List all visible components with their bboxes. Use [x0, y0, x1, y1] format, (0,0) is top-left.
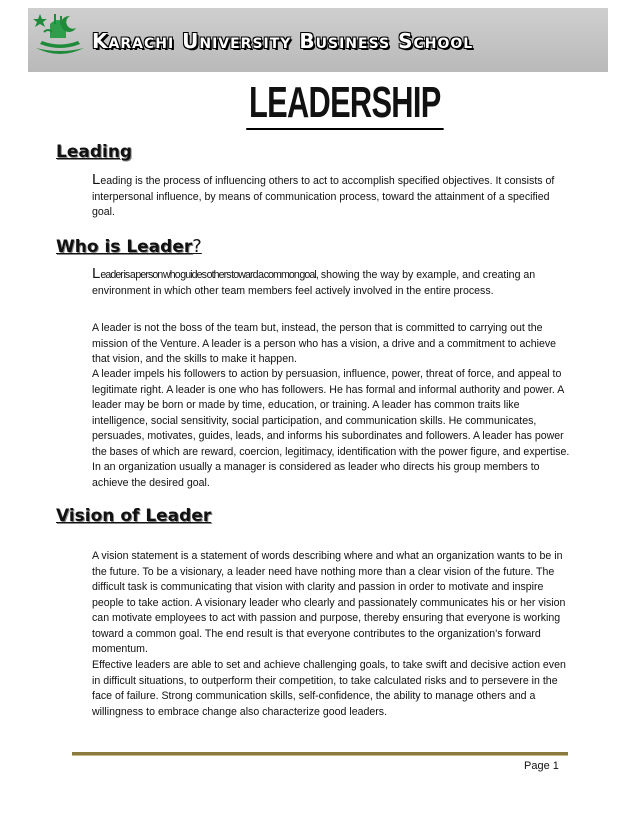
paragraph-who-is-leader-3: A leader impels his followers to action by persuasion, influence, power, threat of force, and appeal to legitimate right. A leader is one who has followers. He has formal and informal authority and power. A leader may be born or made by time, education, or training. A leader has common traits like intelligence, social sensitivity, social participation, and communication skills. He communicates, persuades, motivates, guides, leads, and informs his subordinates and followers. A leader has power the bases of which are reward, coercion, legitimacy, identification with the power figure, and expertise. In an organization usually a manager is considered as leader who directs his group members to achieve the desired goal. [92, 368, 570, 489]
university-crest-icon [30, 8, 90, 58]
section-heading-who-is-leader [56, 236, 202, 258]
page-number: Page 1 [524, 760, 559, 772]
paragraph-who-is-leader-2: A leader is not the boss of the team but, instead, the person that is committed to carrying out the mission of the Venture. A leader is a person who has a vision, a drive and a commitment to achieve that vision, and the skills to make it happen. [92, 322, 557, 365]
page-title [0, 78, 638, 130]
paragraph-who-is-leader-1-text: showing the way by example, and creating an environment in which other team members feel actively involved in the entire process. [92, 269, 536, 297]
section-heading-leading: Leading [56, 142, 133, 162]
paragraph-leading [92, 172, 570, 221]
school-name: Karachi University Business School [92, 29, 474, 53]
condensed-text: eader is a person who guides others toward a common goal, [100, 269, 318, 281]
section-heading-vision: Vision of Leader [56, 506, 212, 526]
paragraph-vision-2: Effective leaders are able to set and achieve challenging goals, to take swift and decisive action even in difficult situations, to outperform their competition, to take calculated risks and to persevere in the face of failure. Strong communication skills, self-confidence, the ability to manage others and a willingness to embrace change also characterize good leaders. [92, 659, 566, 718]
dropcap-who-is-leader: L [92, 265, 101, 282]
section-heading-who-is-leader-text: Who is Leader [56, 237, 193, 257]
paragraph-who-is-leader-1 [92, 266, 570, 299]
dropcap-leading: L [92, 171, 101, 188]
question-mark: ? [192, 236, 202, 257]
footer-rule [72, 752, 568, 756]
page-title-text: LEADERSHIP [246, 78, 443, 130]
paragraph-vision-1: A vision statement is a statement of words describing where and what an organization wants to be in the future. To be a visionary, a leader need have nothing more than a clear vision of the future. The difficult task is communicating that vision with clarity and passion in order to motivate and inspire people to take action. A visionary leader who clearly and passionately communicates his or her vision can motivate employees to act with passion and purpose, thereby ensuring that everyone is working toward a common goal. The end result is that everyone contributes to the organization's forward momentum. [92, 550, 566, 655]
paragraph-leading-text: eading is the process of influencing others to act to accomplish specified objectives. It consists of interpersonal influence, by means of communication process, toward the attainment of a specified goal. [92, 175, 555, 218]
